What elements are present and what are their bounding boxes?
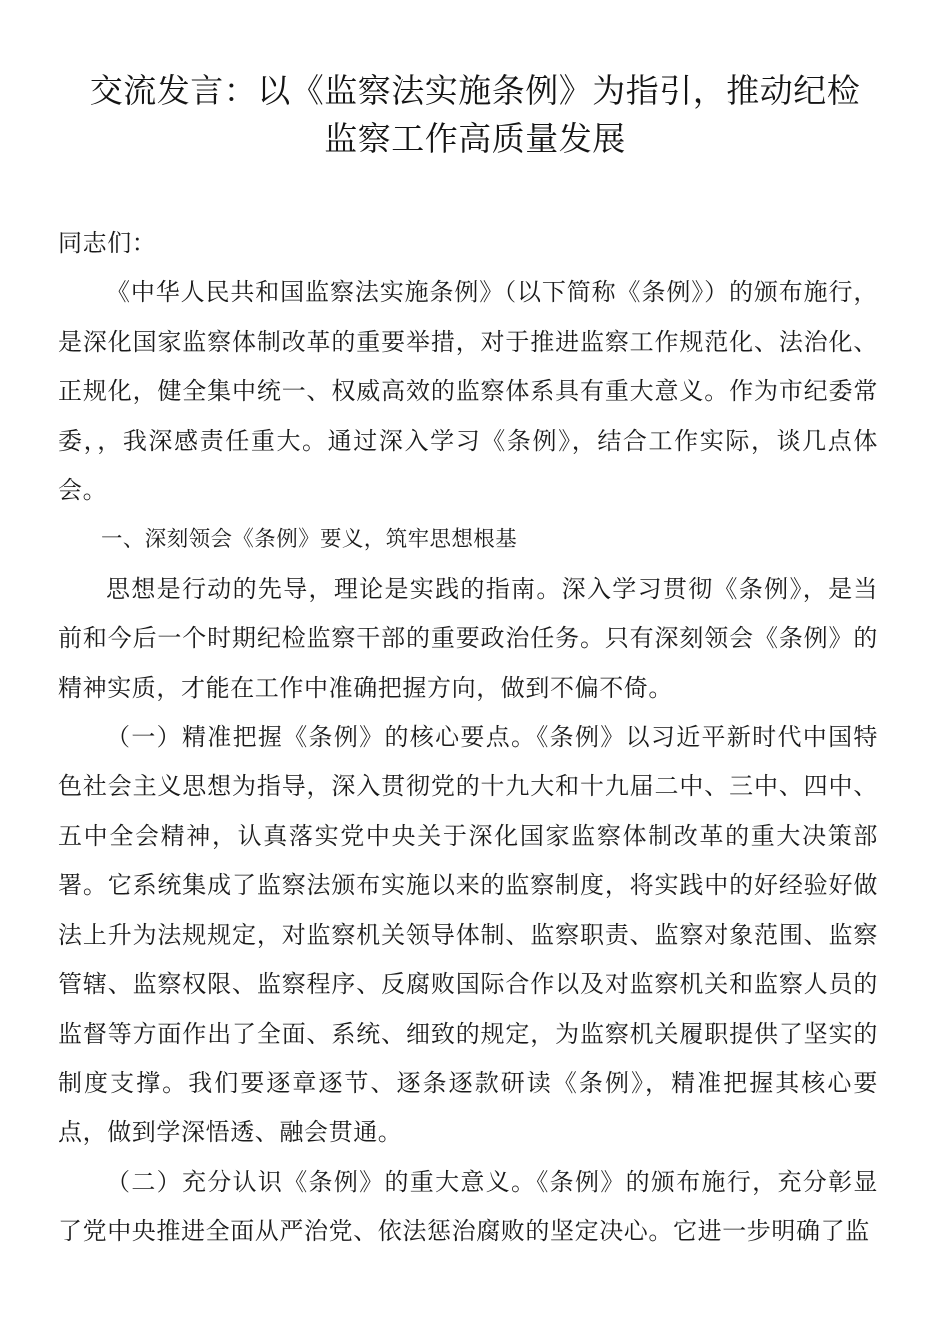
document-title-line-1: 交流发言：以《监察法实施条例》为指引，推动纪检: [89, 71, 861, 110]
paragraph-section-1: 思想是行动的先导，理论是实践的指南。深入学习贯彻《条例》，是当前和今后一个时期纪检监察干部的重要政治任务。只有深刻领会《条例》的精神实质，才能在工作中准确把握方向，做到不偏不倚。: [58, 574, 878, 702]
section-heading-1: 一、深刻领会《条例》要义，筑牢思想根基: [101, 527, 518, 553]
salutation: 同志们：: [58, 229, 157, 257]
document-body: [58, 219, 878, 1257]
document-title-line-2: 监察工作高质量发展: [324, 119, 626, 158]
paragraph-subsection-2: （二）充分认识《条例》的重大意义。《条例》的颁布施行，充分彰显了党中央推进全面从严治党、依法惩治腐败的坚定决心。它进一步明确了监: [58, 1167, 878, 1246]
paragraph-subsection-1: （一）精准把握《条例》的核心要点。《条例》以习近平新时代中国特色社会主义思想为指导，深入贯彻党的十九大和十九届二中、三中、四中、五中全会精神，认真落实党中央关于深化国家监察体制改革的重大决策部署。它系统集成了监察法颁布实施以来的监察制度，将实践中的好经验好做法上升为法规规定，对监察机关领导体制、监察职责、监察对象范围、监察管辖、监察权限、监察程序、反腐败国际合作以及对监察机关和监察人员的监督等方面作出了全面、系统、细致的规定，为监察机关履职提供了坚实的制度支撑。我们要逐章逐节、逐条逐款研读《条例》，精准把握其核心要点，做到学深悟透、融会贯通。: [58, 723, 878, 1147]
paragraph-intro: 《中华人民共和国监察法实施条例》（以下简称《条例》）的颁布施行，是深化国家监察体制改革的重要举措，对于推进监察工作规范化、法治化、正规化，健全集中统一、权威高效的监察体系具有重大意义。作为市纪委常委，，我深感责任重大。通过深入学习《条例》，结合工作实际，谈几点体会。: [58, 278, 878, 505]
